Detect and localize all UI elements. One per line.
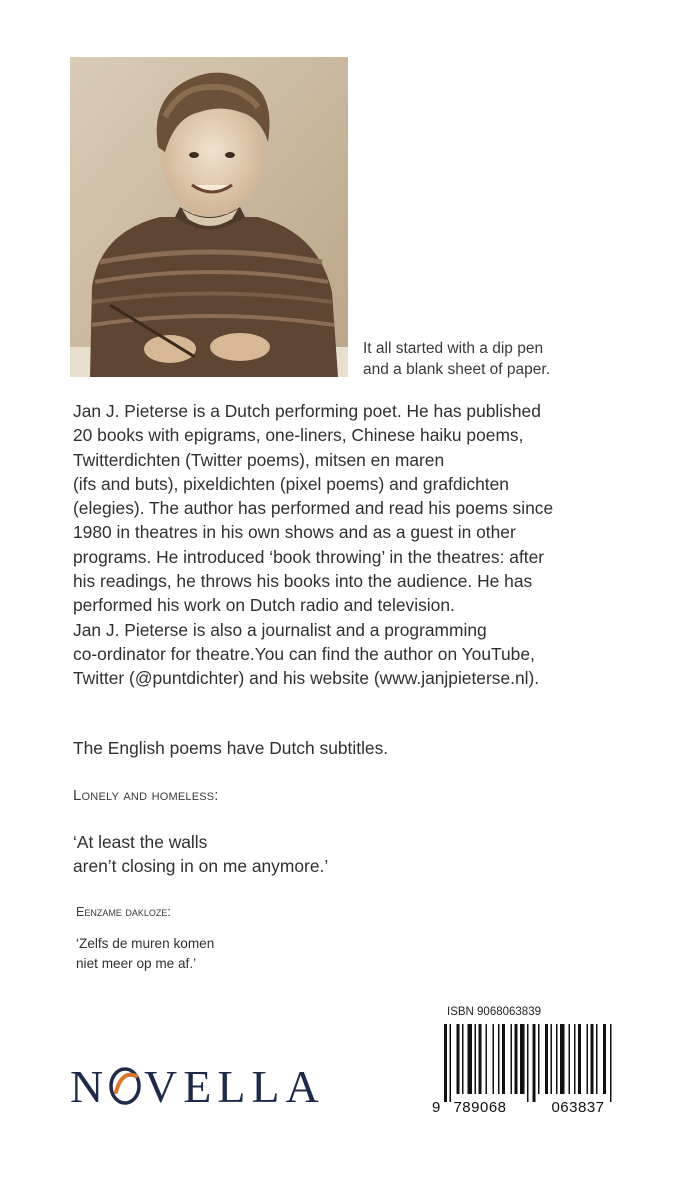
barcode-digit-first: 9 [432,1099,441,1114]
barcode-bar [596,1024,598,1094]
bio-line: 1980 in theatres in his own shows and as a guest in other [73,522,516,543]
barcode-bar [610,1024,612,1102]
barcode-bar [498,1024,500,1094]
bio-line: his readings, he throws his books into the audience. He has [73,571,533,592]
caption-line-2: and a blank sheet of paper. [363,361,551,378]
bio-line: Jan J. Pieterse is also a journalist and a programming [73,619,487,640]
barcode-bar [444,1024,447,1102]
barcode-bar [475,1024,477,1094]
barcode-bar [533,1024,536,1102]
barcode-bar [527,1024,529,1102]
logo-letter-n: N [70,1061,104,1108]
barcode-bar [502,1024,505,1094]
barcode-bar [450,1024,452,1102]
logo-o-icon [111,1069,139,1103]
barcode-digits-left: 789068 [453,1099,507,1114]
logo-letters-rest: VELLA [144,1061,325,1108]
author-childhood-photo [70,57,348,377]
barcode-bar [560,1024,565,1094]
barcode-bar [578,1024,581,1094]
barcode-bar [462,1024,464,1094]
photo-caption [363,338,663,380]
barcode-bar [603,1024,606,1094]
barcode-bar [515,1024,518,1094]
barcode-bar [587,1024,589,1094]
poem-heading-nl: Eenzame dakloze: [76,905,171,919]
poem-en-line-2: aren’t closing in on me anymore.’ [73,856,329,876]
author-biography [73,399,673,691]
subtitles-note: The English poems have Dutch subtitles. [73,738,389,758]
poem-en-line-1: ‘At least the walls [73,832,208,852]
barcode-bar [520,1024,525,1094]
barcode-bar [556,1024,558,1094]
barcode [430,1024,630,1114]
barcode-bar [574,1024,576,1094]
barcode-bar [591,1024,594,1094]
bio-line: co-ordinator for theatre.You can find the author on YouTube, [73,643,535,664]
barcode-bar [486,1024,488,1094]
poem-nl-line-2: niet meer op me af.’ [76,956,197,971]
poem-nl [76,934,214,974]
bio-line: (elegies). The author has performed and read his poems since [73,498,554,519]
bio-line: (ifs and buts), pixeldichten (pixel poems) and grafdichten [73,473,509,494]
novella-logo [70,1058,330,1108]
barcode-bar [457,1024,460,1094]
poem-nl-line-1: ‘Zelfs de muren komen [76,936,215,951]
poem-heading-en: Lonely and homeless: [73,787,219,804]
isbn-label: ISBN 9068063839 [447,1006,541,1018]
bio-line: Jan J. Pieterse is a Dutch performing poet. He has published [73,401,541,421]
barcode-bar [538,1024,540,1094]
barcode-digits-right: 063837 [551,1099,605,1114]
barcode-bar [468,1024,473,1094]
barcode-bar [569,1024,571,1094]
barcode-bar [479,1024,482,1094]
bio-line: Twitter (@puntdichter) and his website (www.janjpieterse.nl). [73,668,540,689]
bio-line: 20 books with epigrams, one-liners, Chinese haiku poems, [73,425,524,446]
barcode-bar [493,1024,495,1094]
barcode-bar [511,1024,513,1094]
photo-illustration [70,57,348,377]
bio-line: performed his work on Dutch radio and television. [73,595,455,616]
caption-line-1: It all started with a dip pen [363,340,544,357]
bio-line: Twitterdichten (Twitter poems), mitsen en maren [73,449,445,470]
bio-line: programs. He introduced ‘book throwing’ in the theatres: after [73,546,545,567]
barcode-bar [545,1024,548,1094]
barcode-bar [551,1024,553,1094]
poem-en [73,830,328,878]
